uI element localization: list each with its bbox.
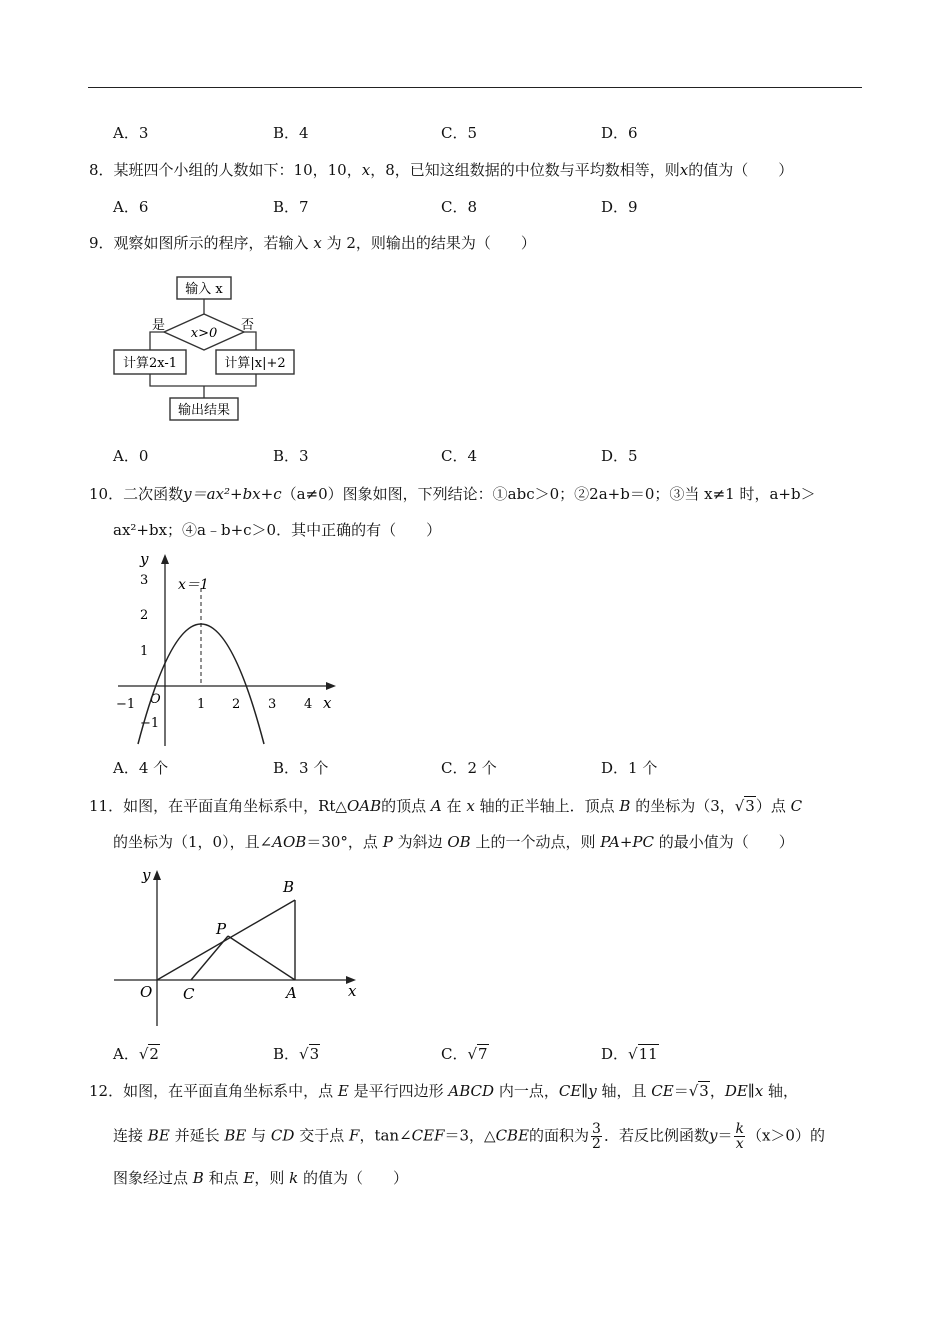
q9-option-c[interactable]: C．4 [441,447,478,465]
question-text: ）点 [755,797,786,815]
variable: y [708,1126,718,1145]
question-number: 8． [89,161,114,179]
flow-yes-label: 是 [152,318,166,333]
q7-option-d[interactable]: D．6 [601,124,638,142]
question-text: 上的一个动点，则 [475,833,596,851]
radicand: 3 [699,1082,709,1100]
fraction-denominator: 2 [592,1136,601,1152]
x-tick-minus-1: −1 [116,697,136,712]
variable: x [679,161,689,179]
variable: CE∥y [558,1082,597,1100]
q10-option-a[interactable]: A．4 个 [113,759,169,777]
point-b-label: B [283,878,295,896]
question-text: ＝3，△ [444,1126,496,1145]
variable: E [243,1169,255,1187]
question-text: （x＞0）的 [746,1126,825,1145]
q10-option-b[interactable]: B．3 个 [273,759,329,777]
question-text: abc＞0；②2a+b＝0；③当 x≠1 时，a+b＞ [507,485,816,503]
fraction-denominator: x [735,1136,744,1152]
question-text: 与 [251,1126,267,1145]
origin-label: O [150,692,161,707]
sqrt-expression: √3 [734,797,755,815]
sqrt-expression: √3 [299,1045,320,1063]
question-10-line-1 [89,484,816,504]
q8-option-b[interactable]: B．7 [273,198,309,216]
question-text: 在 [446,797,462,815]
question-12-line-2 [113,1122,825,1151]
variable: F [349,1126,360,1145]
triangle-figure [110,864,366,1028]
variable: C [790,797,803,815]
variable: A [430,797,442,815]
question-number: 11． [89,797,124,815]
variable: x [466,797,475,815]
q10-option-c[interactable]: C．2 个 [441,759,497,777]
flowchart [110,272,310,424]
symmetry-label: x＝1 [178,577,209,593]
question-text: 轴的正半轴上．顶点 [479,797,615,815]
variable: AOB [272,833,307,851]
question-text: 的值为（ ） [303,1169,409,1187]
sqrt-expression: √11 [628,1045,658,1063]
question-10-line-2: ax²+bx；④a﹣b+c＞0．其中正确的有（ ） [113,521,442,539]
x-tick-3: 3 [268,697,277,712]
variable: BE [224,1126,247,1145]
question-text: ＝ [717,1126,733,1145]
variable: DE∥x [724,1082,764,1100]
parabola-graph [110,548,342,748]
question-text: 观察如图所示的程序，若输入 [113,234,309,252]
q11-option-d[interactable] [601,1044,659,1064]
segment-ob [157,900,295,980]
q11-option-a[interactable] [113,1044,160,1064]
q9-option-b[interactable]: B．3 [273,447,309,465]
question-text: 内一点， [498,1082,559,1100]
question-text: 二次函数 [123,485,184,503]
variable: OB [447,833,471,851]
radicand: 7 [478,1045,488,1063]
variable: CD [270,1126,295,1145]
variable: CE [651,1082,674,1100]
question-text: 的最小值为（ ） [658,833,794,851]
radicand: 11 [638,1045,658,1063]
fraction-three-halves [591,1122,602,1151]
option-label: D． [601,1045,629,1063]
question-text: 图象经过点 [113,1169,189,1187]
question-text: 为斜边 [397,833,443,851]
variable: B [619,797,631,815]
question-text: 的坐标为（3， [635,797,735,815]
point-a-label: A [286,984,297,1002]
y-axis-label: y [142,866,151,884]
question-text: ．若反比例函数 [603,1126,709,1145]
header-rule [88,87,862,88]
q9-option-d[interactable]: D．5 [601,447,638,465]
question-text: 轴，且 [601,1082,647,1100]
question-text: （a≠0）图象如图，下列结论：① [281,485,508,503]
radicand: 2 [149,1045,159,1063]
segment-pa [228,936,295,980]
question-number: 9． [89,234,114,252]
variable: E [337,1082,349,1100]
function: y＝ax²+bx+c [183,485,282,503]
question-text: 连接 [113,1126,144,1145]
option-label: A． [113,1045,139,1063]
question-text: 的面积为 [529,1126,590,1145]
q9-option-a[interactable]: A．0 [113,447,149,465]
q10-option-d[interactable]: D．1 个 [601,759,658,777]
point-o-label: O [140,983,153,1001]
flow-left-label: 计算2x-1 [122,356,178,371]
question-11-line-1 [89,796,802,816]
point-p-label: P [216,920,227,938]
q8-option-c[interactable]: C．8 [441,198,478,216]
radicand: 3 [309,1045,320,1063]
flow-input-label: 输入 x [185,282,223,297]
variable: x [361,161,371,179]
question-8 [89,160,793,180]
x-tick-1: 1 [197,697,206,712]
q11-option-b[interactable] [273,1044,320,1064]
question-text: 和点 [208,1169,239,1187]
fraction-numerator: k [735,1121,744,1137]
sqrt-expression: √7 [467,1045,488,1063]
flow-output-label: 输出结果 [177,403,231,418]
q7-option-c[interactable]: C．5 [441,124,478,142]
variable: x [313,234,322,252]
variable: BE [147,1126,170,1145]
fraction-numerator: 3 [592,1121,601,1137]
question-text: ， [709,1082,725,1100]
question-text: ，tan∠ [359,1126,412,1145]
variable: CBE [495,1126,530,1145]
variable: B [192,1169,204,1187]
q7-option-b[interactable]: B．4 [273,124,309,142]
question-text: 为 2，则输出的结果为（ ） [326,234,536,252]
x-axis-label: x [323,694,332,712]
y-tick-2: 2 [140,608,149,623]
question-text: 是平行四边形 [353,1082,444,1100]
question-text: ，8，已知这组数据的中位数与平均数相等，则 [370,161,680,179]
option-label: C． [441,1045,468,1063]
y-tick-minus-1: −1 [140,716,160,731]
question-11-line-2 [113,832,794,852]
point-c-label: C [183,985,195,1003]
variable: CEF [411,1126,445,1145]
question-text: 交于点 [299,1126,345,1145]
question-text: ＝ [673,1082,689,1100]
question-text: 如图，在平面直角坐标系中，Rt△ [123,797,347,815]
option-label: B． [273,1045,300,1063]
variable: ABCD [448,1082,495,1100]
fraction-k-over-x [734,1122,744,1151]
flow-right-label: 计算|x|+2 [224,356,286,371]
radicand: 3 [745,797,755,815]
question-text: 某班四个小组的人数如下：10，10， [113,161,362,179]
question-text: 如图，在平面直角坐标系中，点 [123,1082,334,1100]
q8-option-d[interactable]: D．9 [601,198,638,216]
y-tick-1: 1 [140,644,149,659]
question-text: 的值为（ ） [688,161,794,179]
variable: P [382,833,393,851]
question-number: 12． [89,1082,124,1100]
x-axis-label: x [348,982,357,1000]
question-text: ＝30°，点 [306,833,378,851]
question-number: 10． [89,485,124,503]
question-9 [89,233,536,253]
flow-no-label: 否 [241,318,255,333]
question-text: 并延长 [174,1126,220,1145]
x-tick-4: 4 [304,697,313,712]
question-12-line-3 [113,1168,408,1188]
variable: OAB [346,797,382,815]
flow-condition: x>0 [190,326,218,341]
q8-option-a[interactable]: A．6 [113,198,149,216]
x-tick-2: 2 [232,697,241,712]
segment-pc [191,936,228,980]
question-text: ，则 [254,1169,285,1187]
q7-option-a[interactable]: A．3 [113,124,149,142]
variable: PA+PC [600,833,654,851]
question-text: 的顶点 [381,797,427,815]
question-text: 的坐标为（1，0），且∠ [113,833,273,851]
question-12-line-1 [89,1081,798,1101]
variable: k [289,1169,299,1187]
y-tick-3: 3 [140,573,149,588]
sqrt-expression: √3 [688,1082,709,1100]
y-axis-label: y [140,550,149,568]
q11-option-c[interactable] [441,1044,489,1064]
question-text: 轴， [768,1082,799,1100]
sqrt-expression: √2 [138,1045,159,1063]
